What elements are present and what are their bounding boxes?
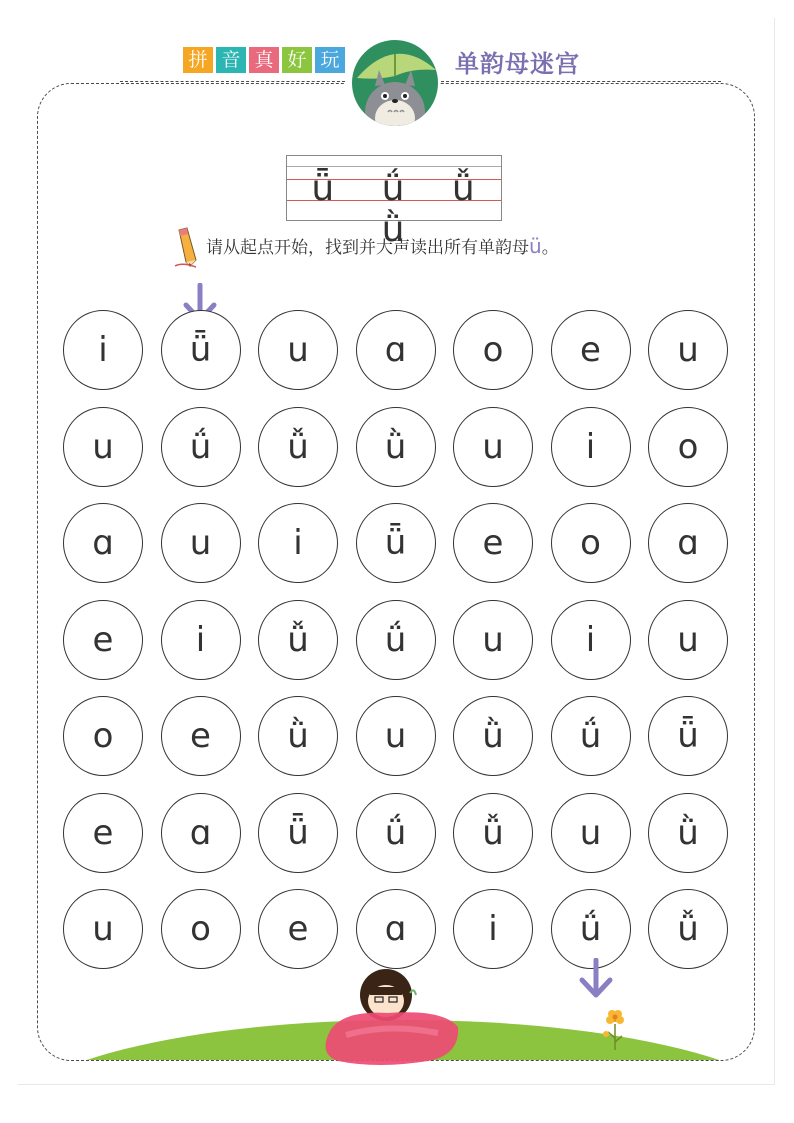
maze-cell[interactable]: u [648,600,728,680]
maze-cell[interactable]: e [551,310,631,390]
maze-cell[interactable]: ɑ [356,310,436,390]
maze-cell[interactable]: o [161,889,241,969]
instruction-end: 。 [541,238,559,258]
maze-cell[interactable]: u [63,407,143,487]
flower-icon [600,1008,630,1056]
header-divider [120,81,345,82]
maze-cell[interactable]: ǘ [161,407,241,487]
maze-cell[interactable]: ǘ [551,889,631,969]
end-arrow-icon [578,958,614,1004]
maze-cell[interactable]: e [161,696,241,776]
maze-cell[interactable]: u [63,889,143,969]
maze-cell[interactable]: ǜ [356,407,436,487]
page-title: 单韵母迷宫 [455,50,580,78]
maze-cell[interactable]: u [356,696,436,776]
instruction-text [206,233,559,258]
maze-cell[interactable]: u [551,793,631,873]
header-tag: 音 [216,47,246,73]
maze-cell[interactable]: ǘ [356,793,436,873]
maze-cell[interactable]: i [258,503,338,583]
maze-cell[interactable]: ǘ [356,600,436,680]
header-divider [441,81,721,82]
maze-cell[interactable]: i [551,407,631,487]
maze-cell[interactable]: i [453,889,533,969]
maze-cell[interactable]: ǖ [648,696,728,776]
instruction-main: 请从起点开始，找到并大声读出所有单韵母 [206,238,529,258]
header-tag: 真 [249,47,279,73]
maze-cell[interactable]: u [161,503,241,583]
maze-cell[interactable]: ǚ [453,793,533,873]
maze-cell[interactable]: ǘ [551,696,631,776]
header-tags [183,47,345,73]
maze-cell[interactable]: o [648,407,728,487]
maze-cell[interactable]: o [551,503,631,583]
maze-cell[interactable]: o [453,310,533,390]
maze-cell[interactable]: ɑ [161,793,241,873]
target-letters: ǖ ǘ ǚ ǜ [311,168,493,250]
maze-cell[interactable]: u [453,600,533,680]
instruction-highlight: ü [529,234,542,258]
maze-cell[interactable]: ǖ [258,793,338,873]
guide-line [287,166,501,167]
maze-cell[interactable]: ǖ [356,503,436,583]
maze-cell[interactable]: i [63,310,143,390]
maze-cell[interactable]: u [648,310,728,390]
header-tag: 好 [282,47,312,73]
maze-cell[interactable]: ǖ [161,310,241,390]
maze-cell[interactable]: o [63,696,143,776]
maze-cell[interactable]: e [258,889,338,969]
maze-cell[interactable]: e [63,600,143,680]
pinyin-writing-box [286,155,502,250]
maze-cell[interactable]: ǚ [258,407,338,487]
maze-cell[interactable]: u [258,310,338,390]
maze-cell[interactable]: ɑ [648,503,728,583]
maze-cell[interactable]: i [161,600,241,680]
maze-cell[interactable]: i [551,600,631,680]
maze-cell[interactable]: ǜ [648,793,728,873]
maze-cell[interactable]: ǜ [453,696,533,776]
header-tag: 拼 [183,47,213,73]
maze-cell[interactable]: e [453,503,533,583]
maze-cell[interactable]: u [453,407,533,487]
header-tag: 玩 [315,47,345,73]
maze-cell[interactable]: ɑ [63,503,143,583]
maze-cell[interactable]: e [63,793,143,873]
girl-illustration-icon [318,965,463,1074]
totoro-mascot-icon [350,38,440,128]
maze-cell[interactable]: ɑ [356,889,436,969]
pencil-icon [172,226,200,272]
maze-cell[interactable]: ǜ [258,696,338,776]
maze-cell[interactable]: ǚ [648,889,728,969]
maze-cell[interactable]: ǚ [258,600,338,680]
